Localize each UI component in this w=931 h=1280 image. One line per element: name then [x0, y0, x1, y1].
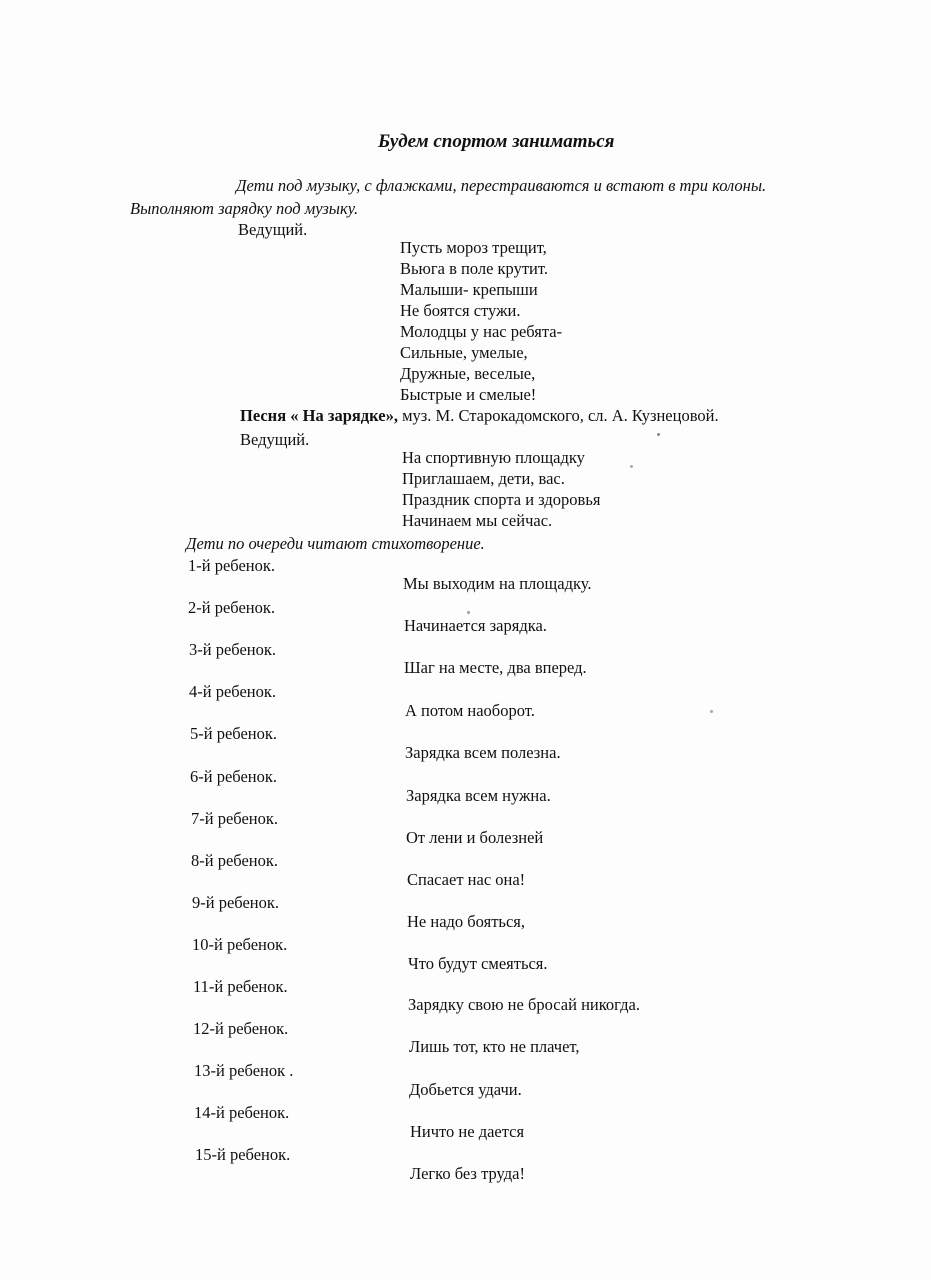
child-line: Что будут смеяться. [408, 954, 548, 973]
child-speaker: 14-й ребенок. [194, 1103, 290, 1122]
child-line: Лишь тот, кто не плачет, [409, 1037, 580, 1056]
child-line: Спасает нас она! [407, 870, 526, 889]
child-speaker: 11-й ребенок. [193, 977, 288, 996]
child-speaker: 1-й ребенок. [188, 556, 275, 575]
child-line: Ничто не дается [410, 1122, 525, 1141]
stage-direction-children: Дети по очереди читают стихотворение. [186, 534, 485, 553]
verse-line: На спортивную площадку [402, 448, 585, 467]
verse-line: Не боятся стужи. [400, 301, 521, 320]
child-speaker: 5-й ребенок. [190, 724, 277, 743]
verse-line: Молодцы у нас ребята- [400, 322, 563, 341]
song-authors: муз. М. Старокадомского, сл. А. Кузнецовой. [397, 406, 719, 425]
verse-line: Праздник спорта и здоровья [402, 490, 601, 509]
verse-line: Малыши- крепыши [400, 280, 538, 299]
child-line: От лени и болезней [406, 828, 544, 847]
child-line: Мы выходим на площадку. [403, 574, 592, 593]
speaker-host: Ведущий. [238, 220, 308, 239]
song-credit [240, 406, 719, 426]
page-title: Будем спортом заниматься [378, 131, 615, 152]
child-speaker: 9-й ребенок. [192, 893, 279, 912]
child-line: Зарядка всем полезна. [405, 743, 561, 762]
stage-direction-line-2: Выполняют зарядку под музыку. [130, 199, 359, 218]
song-title: Песня « На зарядке», [240, 406, 398, 425]
child-speaker: 13-й ребенок . [194, 1061, 294, 1080]
child-line: Шаг на месте, два вперед. [404, 658, 587, 677]
verse-line: Начинаем мы сейчас. [402, 511, 553, 530]
verse-line: Быстрые и смелые! [400, 385, 537, 404]
child-speaker: 7-й ребенок. [191, 809, 278, 828]
scan-speck [710, 710, 713, 713]
child-line: Не надо бояться, [407, 912, 525, 931]
child-line: Легко без труда! [410, 1164, 525, 1183]
child-speaker: 15-й ребенок. [195, 1145, 291, 1164]
child-line: Зарядка всем нужна. [406, 786, 551, 805]
verse-line: Пусть мороз трещит, [400, 238, 547, 257]
scan-speck [467, 611, 470, 614]
child-speaker: 4-й ребенок. [189, 682, 276, 701]
verse-line: Вьюга в поле крутит. [400, 259, 548, 278]
child-speaker: 8-й ребенок. [191, 851, 278, 870]
child-line: Зарядку свою не бросай никогда. [408, 995, 640, 1014]
child-speaker: 10-й ребенок. [192, 935, 288, 954]
child-speaker: 6-й ребенок. [190, 767, 277, 786]
stage-direction-line-1: Дети под музыку, с флажками, перестраиваются и встают в три колоны. [236, 176, 767, 195]
verse-line: Приглашаем, дети, вас. [402, 469, 565, 488]
speaker-host: Ведущий. [240, 430, 310, 449]
child-speaker: 3-й ребенок. [189, 640, 276, 659]
scan-speck [657, 433, 660, 436]
child-speaker: 12-й ребенок. [193, 1019, 289, 1038]
verse-line: Сильные, умелые, [400, 343, 528, 362]
scan-speck [630, 465, 633, 468]
verse-line: Дружные, веселые, [400, 364, 536, 383]
child-line: А потом наоборот. [405, 701, 535, 720]
child-line: Начинается зарядка. [404, 616, 547, 635]
child-line: Добьется удачи. [409, 1080, 522, 1099]
child-speaker: 2-й ребенок. [188, 598, 275, 617]
